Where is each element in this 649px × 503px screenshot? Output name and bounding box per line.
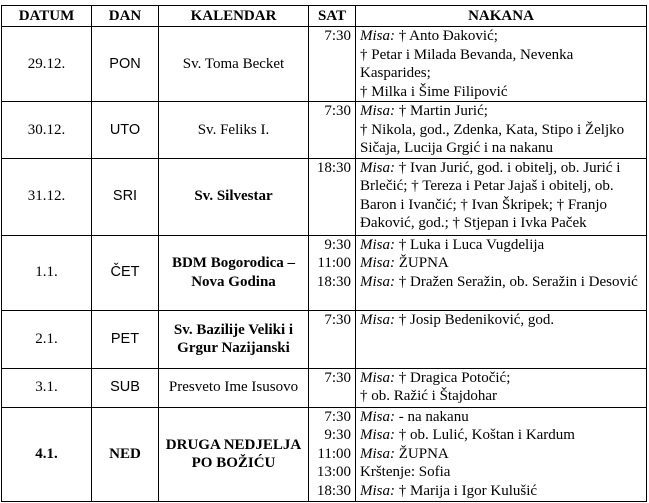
time-entry: 9:30 [324, 427, 351, 443]
intention-cell [356, 158, 647, 235]
intention-line: Krštenje: Sofia [360, 464, 451, 480]
time-cell [309, 27, 356, 102]
date-cell: 1.1. [2, 235, 92, 310]
intention-line: Misa: - na nakanu [360, 408, 469, 425]
intention-cell [356, 102, 647, 159]
calendar-cell: Sv. Feliks I. [159, 102, 309, 159]
intention-line: Misa: † Dragica Potočić; [360, 369, 511, 386]
table-row [2, 235, 647, 310]
header-sat: SAT [309, 6, 356, 27]
time-entry: 7:30 [324, 369, 351, 386]
date-cell: 2.1. [2, 310, 92, 368]
mass-label: Misa: [360, 159, 395, 176]
day-cell: ČET [92, 235, 159, 310]
table-row [2, 102, 647, 159]
day-cell: PON [92, 27, 159, 102]
table-row [2, 368, 647, 407]
mass-label: Misa: [360, 273, 395, 290]
header-dan: DAN [92, 6, 159, 27]
time-cell [309, 310, 356, 368]
mass-label: Misa: [360, 482, 395, 499]
time-entry: 9:30 [324, 236, 351, 253]
header-row [2, 6, 647, 27]
date-cell: 3.1. [2, 368, 92, 407]
header-nakana: NAKANA [356, 6, 647, 27]
date-cell: 4.1. [2, 407, 92, 501]
day-cell: SRI [92, 158, 159, 235]
intention-line: † Milka i Šime Filipović [360, 83, 508, 100]
intention-cell [356, 407, 647, 501]
mass-label: Misa: [360, 103, 395, 119]
mass-label: Misa: [360, 236, 395, 253]
calendar-cell: DRUGA NEDJELJA PO BOŽIĆU [159, 407, 309, 501]
time-entry: 7:30 [324, 28, 351, 44]
intention-cell [356, 368, 647, 407]
calendar-cell: Sv. Silvestar [159, 158, 309, 235]
table-row [2, 407, 647, 501]
mass-label: Misa: [360, 369, 395, 386]
day-cell: SUB [92, 368, 159, 407]
intention-line: Misa: † ob. Lulić, Koštan i Kardum [360, 427, 575, 443]
mass-label: Misa: [360, 28, 395, 44]
intention-line: † ob. Ražić i Štajdohar [360, 388, 498, 404]
time-cell [309, 102, 356, 159]
date-cell: 29.12. [2, 27, 92, 102]
time-entry: 7:30 [324, 408, 351, 425]
intention-line: † Nikola, god., Zdenka, Kata, Stipo i Željko Sičaja, Lucija Grgić i na nakanu [360, 121, 625, 156]
table-row [2, 310, 647, 368]
time-entry: 18:30 [316, 159, 351, 176]
intention-line: Misa: ŽUPNA [360, 255, 449, 271]
intention-line: Misa: † Martin Jurić; [360, 103, 488, 119]
intention-line: Misa: † Luka i Luca Vugdelija [360, 236, 545, 253]
mass-label: Misa: [360, 311, 395, 328]
mass-label: Misa: [360, 408, 395, 425]
calendar-cell: Sv. Toma Becket [159, 27, 309, 102]
day-cell: PET [92, 310, 159, 368]
intention-line: † Petar i Milada Bevanda, Nevenka Kasparides; [360, 46, 574, 81]
header-datum: DATUM [2, 6, 92, 27]
header-kalendar: KALENDAR [159, 6, 309, 27]
time-entry: 7:30 [324, 311, 351, 328]
intention-cell [356, 310, 647, 368]
mass-schedule-table [1, 5, 647, 502]
intention-line: Misa: † Marija i Igor Kulušić [360, 482, 538, 499]
time-entry: 7:30 [324, 103, 351, 119]
time-entry: 13:00 [316, 464, 351, 480]
table-row [2, 27, 647, 102]
time-entry: 11:00 [317, 255, 351, 271]
time-cell [309, 368, 356, 407]
intention-cell [356, 235, 647, 310]
calendar-cell: BDM Bogorodica – Nova Godina [159, 235, 309, 310]
intention-line: Misa: † Anto Đaković; [360, 28, 498, 44]
intention-line: Misa: † Dražen Seražin, ob. Seražin i Desović [360, 273, 638, 290]
intention-line: Misa: † Ivan Jurić, god. i obitelj, ob. Jurić i Brlečić; † Tereza i Petar Jajaš i obitelj, ob. Baron i Ivančić; † Ivan Škripek; † Franjo Đaković, god.; † Stjepan i Ivka Paček [360, 159, 621, 231]
day-cell: NED [92, 407, 159, 501]
date-cell: 30.12. [2, 102, 92, 159]
time-entry: 11:00 [317, 445, 351, 462]
table-row [2, 158, 647, 235]
intention-line: Misa: † Josip Bedeniković, god. [360, 311, 555, 328]
calendar-cell: Presveto Ime Isusovo [159, 368, 309, 407]
time-entry: 18:30 [316, 273, 351, 290]
mass-label: Misa: [360, 445, 395, 462]
calendar-cell: Sv. Bazilije Veliki i Grgur Nazijanski [159, 310, 309, 368]
time-entry: 18:30 [316, 482, 351, 499]
day-cell: UTO [92, 102, 159, 159]
intention-cell [356, 27, 647, 102]
time-cell [309, 158, 356, 235]
mass-label: Misa: [360, 427, 395, 443]
time-cell [309, 235, 356, 310]
intention-line: Misa: ŽUPNA [360, 445, 449, 462]
mass-label: Misa: [360, 255, 395, 271]
date-cell: 31.12. [2, 158, 92, 235]
time-cell [309, 407, 356, 501]
